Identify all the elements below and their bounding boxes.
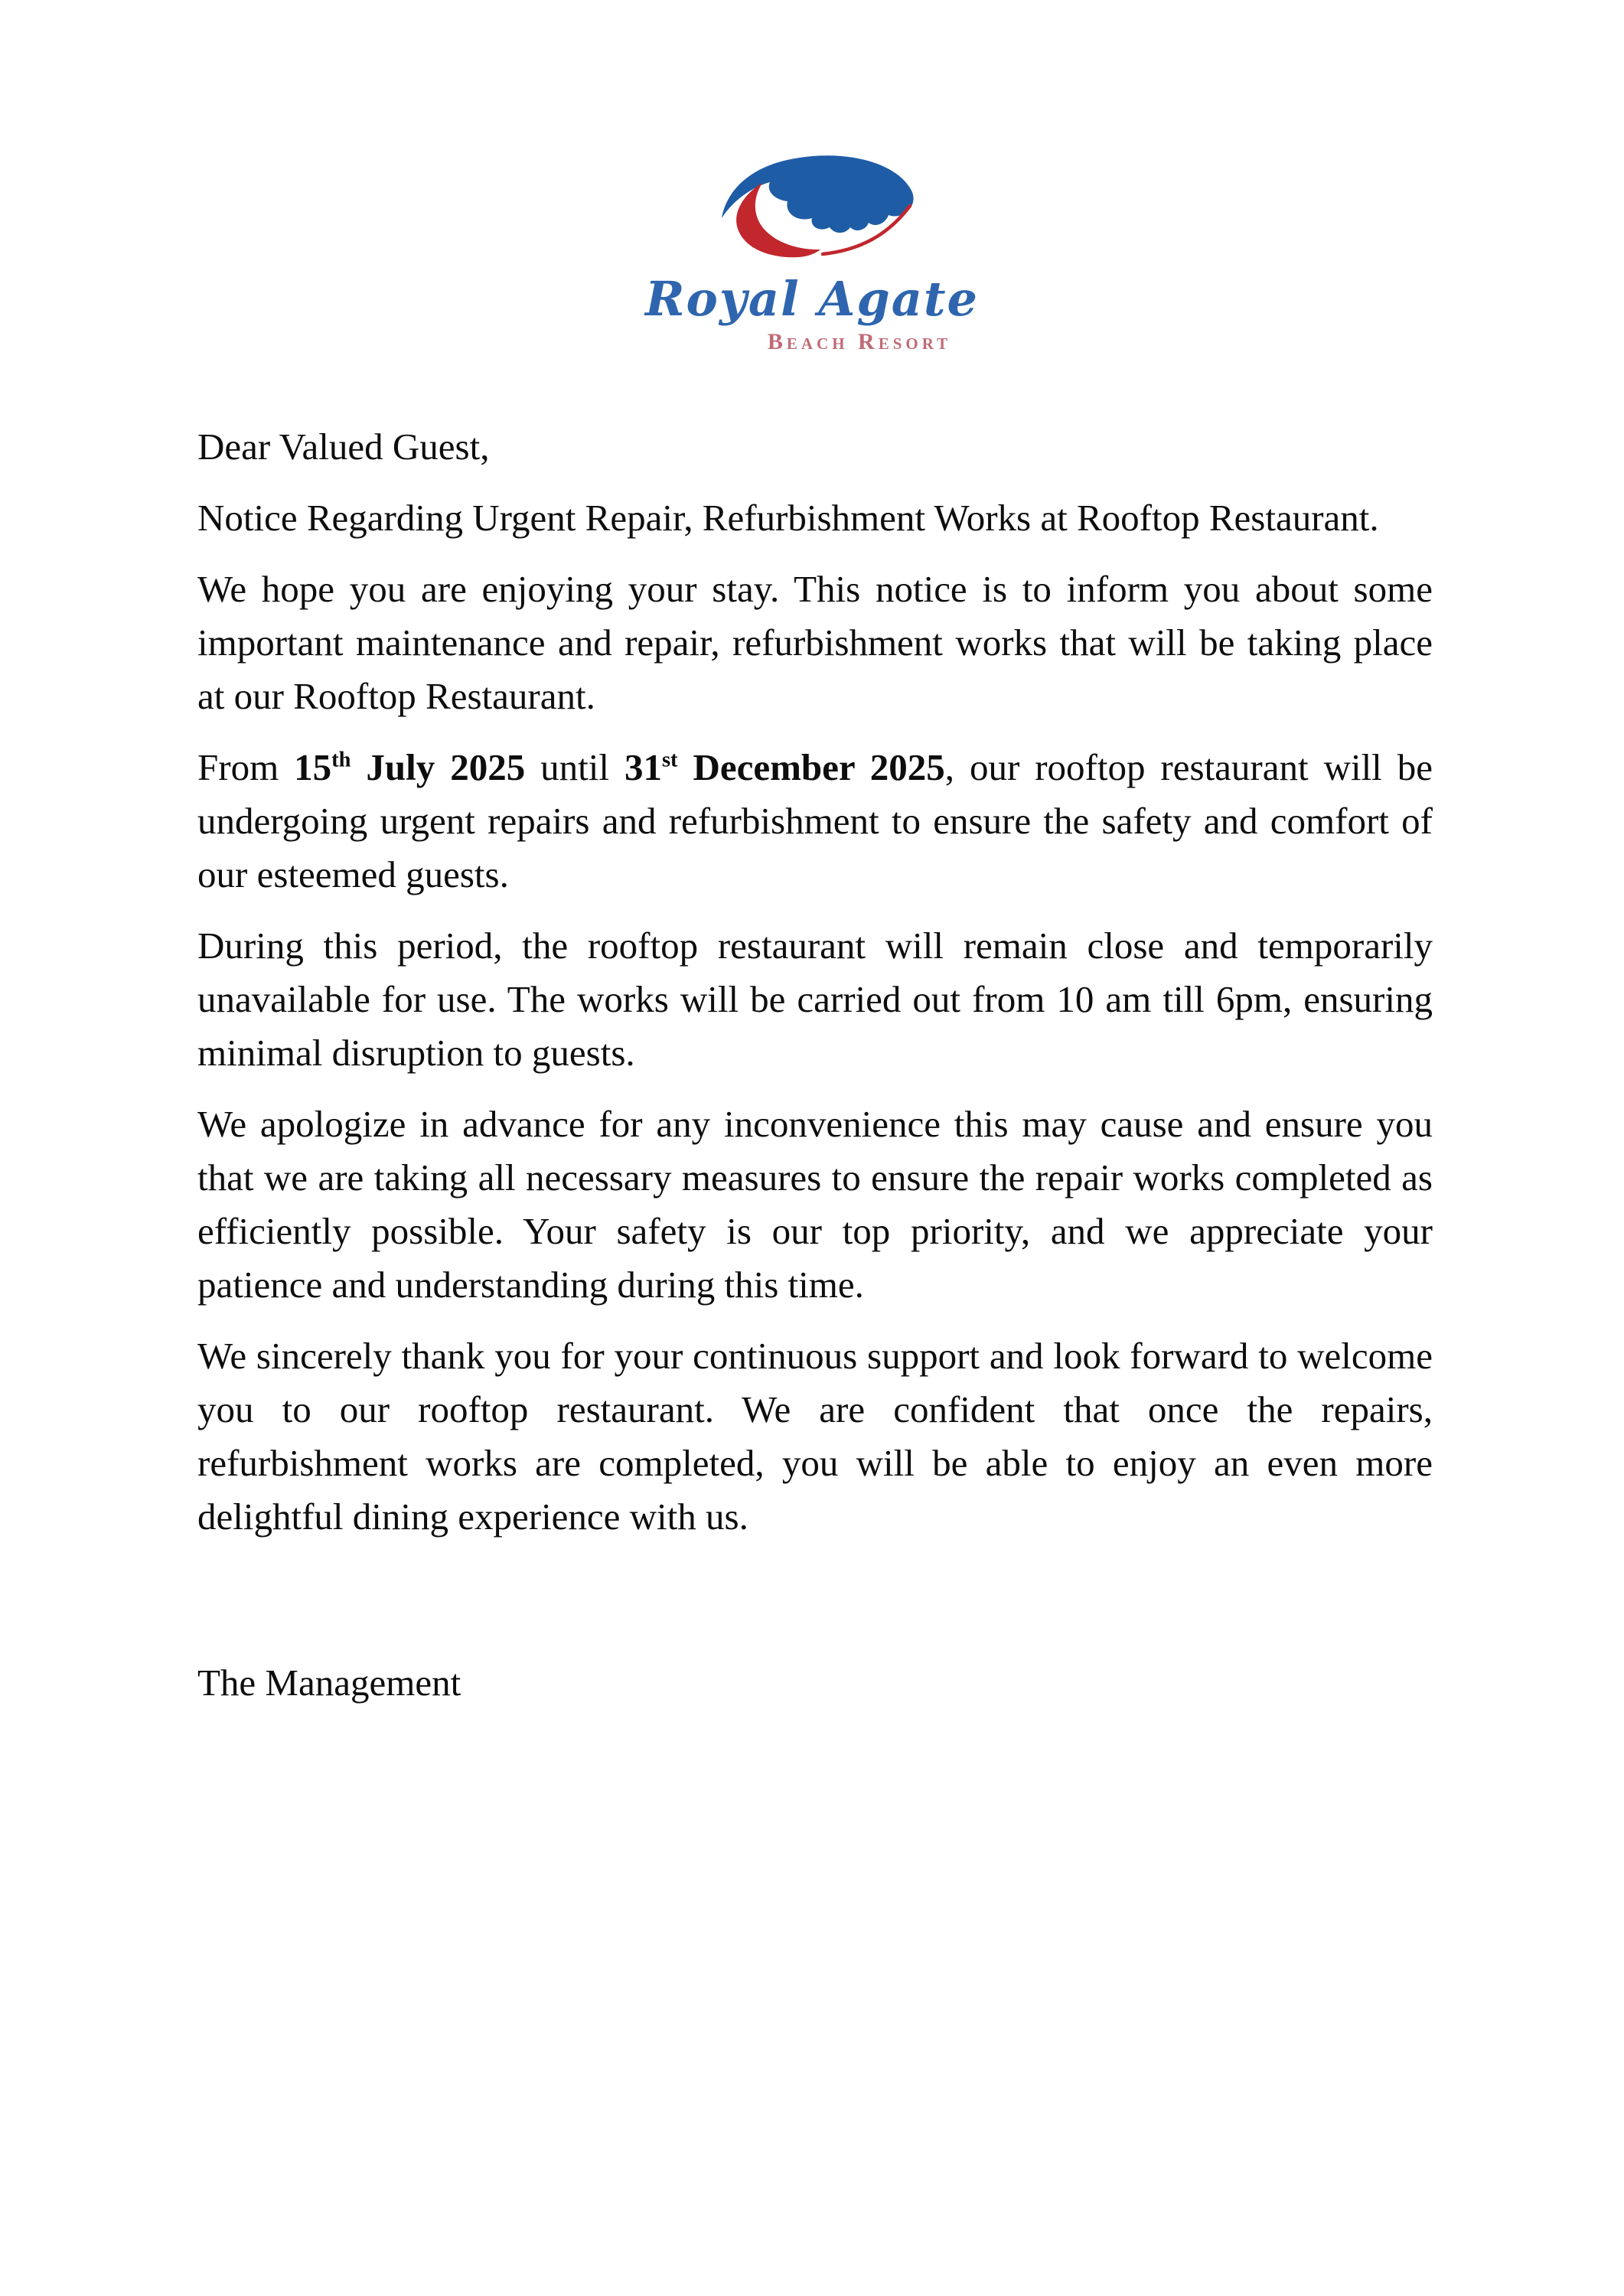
paragraph: From 15th July 2025 until 31st December 2025, our rooftop restaurant will be undergoing urgent repairs and refurbishment to ensure the safety and comfort of our esteemed guests.	[197, 746, 1433, 895]
logo-brand-name: Royal Agate	[645, 271, 979, 327]
paragraph: We sincerely thank you for your continuous support and look forward to welcome you to our rooftop restaurant. We are confident that once the repairs, refurbishment works are completed, you will be able to enjoy an even more delightful dining experience with us.	[197, 1335, 1433, 1538]
letter-body	[0, 420, 1624, 1710]
paragraph: During this period, the rooftop restaurant will remain close and temporarily unavailable for use. The works will be carried out from 10 am till 6pm, ensuring minimal disruption to guests.	[197, 925, 1433, 1074]
letter-paragraphs	[197, 491, 1433, 1544]
wave-hand-oval-icon	[722, 149, 915, 264]
resort-logo	[0, 0, 1624, 357]
signature: The Management	[197, 1662, 461, 1704]
paragraph: We hope you are enjoying your stay. This notice is to inform you about some important maintenance and repair, refurbishment works that will be taking place at our Rooftop Restaurant.	[197, 568, 1433, 717]
logo-tagline: Beach Resort	[767, 329, 952, 354]
paragraph: Notice Regarding Urgent Repair, Refurbishment Works at Rooftop Restaurant.	[197, 497, 1379, 539]
salutation: Dear Valued Guest,	[197, 426, 490, 468]
paragraph: We apologize in advance for any inconvenience this may cause and ensure you that we are taking all necessary measures to ensure the repair works completed as efficiently possible. Your safety is our top priority, and we appreciate your patience and understanding during this time.	[197, 1103, 1433, 1306]
